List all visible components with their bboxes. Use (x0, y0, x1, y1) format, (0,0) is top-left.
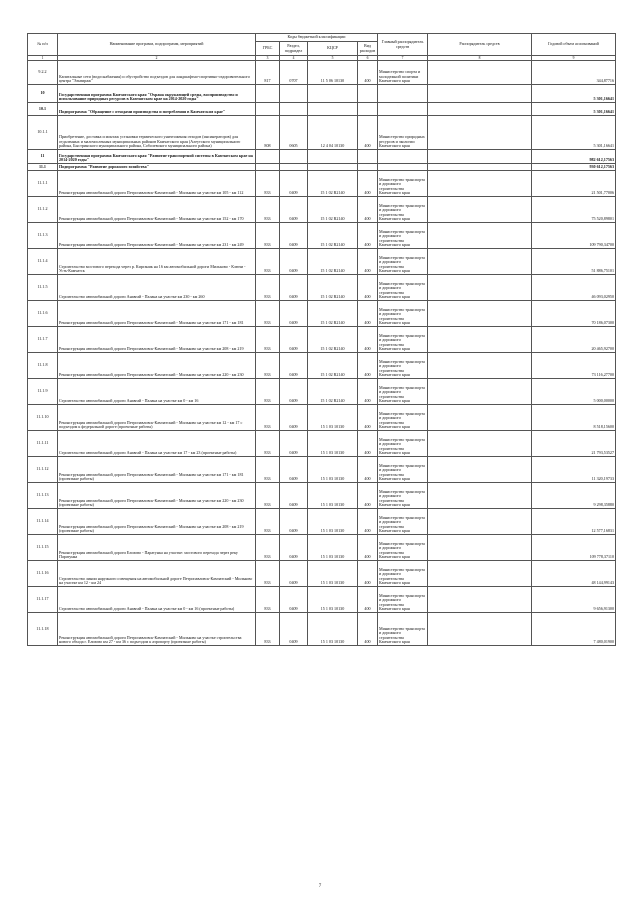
row-ksr: 15 1 03 10130 (308, 457, 358, 483)
row-ksr: 12 4 04 10130 (308, 116, 358, 150)
row-amount: 5 000,00000 (532, 379, 616, 405)
row-recipient (428, 150, 532, 164)
row-admin: Министерство транспорта и дорожного строительства Камчатского края (378, 379, 428, 405)
row-grbs: 833 (256, 613, 280, 646)
table-row (28, 509, 616, 535)
row-amount: 21 501,77006 (532, 171, 616, 197)
page-number: 7 (318, 884, 322, 889)
row-recipient (428, 483, 532, 509)
row-admin: Министерство транспорта и дорожного строительства Камчатского края (378, 613, 428, 646)
row-name: Государственная программа Камчатского края "Развитие транспортной системы в Камчатском крае на 2014-2020 годы" (58, 150, 256, 164)
row-name: Строительство мостового перехода через р. Кирганик на 16 км автомобильной дороги Мильково - Ключи - Усть-Камчатск (58, 249, 256, 275)
column-number: 6 (358, 56, 378, 61)
row-amount: 930 612,17563 (532, 164, 616, 171)
row-name: Реконструкция автомобильной дороги Петропавловск-Камчатский - Мильково на участке км 220 - км 230 (58, 353, 256, 379)
row-admin: Министерство транспорта и дорожного строительства Камчатского края (378, 171, 428, 197)
row-admin: Министерство транспорта и дорожного строительства Камчатского края (378, 327, 428, 353)
row-recipient (428, 223, 532, 249)
row-admin: Министерство природных ресурсов и экологии Камчатского края (378, 116, 428, 150)
row-ksr: 15 1 03 10130 (308, 431, 358, 457)
row-number: 11.1.10 (28, 405, 58, 431)
row-grbs: 833 (256, 509, 280, 535)
table-row (28, 483, 616, 509)
column-number: 8 (428, 56, 532, 61)
column-number: 7 (378, 56, 428, 61)
row-vr: 400 (358, 509, 378, 535)
row-vr: 400 (358, 613, 378, 646)
row-vr: 400 (358, 561, 378, 587)
row-grbs: 833 (256, 587, 280, 613)
row-grbs: 833 (256, 457, 280, 483)
row-recipient (428, 301, 532, 327)
row-number: 11.1.14 (28, 509, 58, 535)
row-name: Капитальные сети (водоснабжения) и обустройство подъездов для ландшафтно-спортивно-оздоровительного центра "Эльвираж" (58, 61, 256, 85)
row-name: Реконструкция автомобильной дороги Петропавловск-Камчатский - Мильково на участке км 208 - км 219 (58, 327, 256, 353)
row-admin: Министерство транспорта и дорожного строительства Камчатского края (378, 483, 428, 509)
row-ksr: 15 1 02 R2140 (308, 223, 358, 249)
row-ksr: 15 1 03 10130 (308, 483, 358, 509)
row-razdel: 0409 (280, 275, 308, 301)
row-vr (358, 103, 378, 116)
row-ksr (308, 103, 358, 116)
header-grbs: ГРБС (256, 42, 280, 56)
row-number: 11.1.6 (28, 301, 58, 327)
table-row (28, 379, 616, 405)
row-amount: 109 790,34700 (532, 223, 616, 249)
row-amount: 75 520,89801 (532, 197, 616, 223)
row-grbs: 833 (256, 535, 280, 561)
row-number: 11.1.13 (28, 483, 58, 509)
row-recipient (428, 561, 532, 587)
table-row (28, 561, 616, 587)
row-name: Реконструкция автомобильной дороги Петропавловск-Камчатский - Мильково на участке км 208 - км 219 (проектные работы) (58, 509, 256, 535)
row-grbs: 808 (256, 116, 280, 150)
row-razdel: 0409 (280, 587, 308, 613)
row-amount: 51 886,75101 (532, 249, 616, 275)
row-ksr: 15 1 02 R2140 (308, 327, 358, 353)
row-grbs: 833 (256, 249, 280, 275)
row-admin: Министерство транспорта и дорожного строительства Камчатского края (378, 353, 428, 379)
row-amount: 20 465,92700 (532, 327, 616, 353)
header-admin: Главный распорядитель средств (378, 34, 428, 56)
row-name: Реконструкция автомобильной дороги Петропавловск-Камчатский - Мильково на участке км 231 - км 249 (58, 223, 256, 249)
row-number: 11.1.18 (28, 613, 58, 646)
row-recipient (428, 164, 532, 171)
header-name: Наименование программ, подпрограмм, мероприятий (58, 34, 256, 56)
row-number: 11.1.11 (28, 431, 58, 457)
row-recipient (428, 171, 532, 197)
row-number: 11.1.16 (28, 561, 58, 587)
row-admin: Министерство транспорта и дорожного строительства Камчатского края (378, 405, 428, 431)
row-amount: 5 301,16641 (532, 85, 616, 103)
row-razdel: 0409 (280, 405, 308, 431)
row-name: Подпрограмма "Развитие дорожного хозяйства" (58, 164, 256, 171)
row-razdel (280, 150, 308, 164)
row-vr: 400 (358, 353, 378, 379)
row-grbs: 833 (256, 275, 280, 301)
row-recipient (428, 509, 532, 535)
row-number: 11.1.15 (28, 535, 58, 561)
row-ksr (308, 164, 358, 171)
row-amount: 11 320,19733 (532, 457, 616, 483)
row-number: 11.1.9 (28, 379, 58, 405)
row-razdel: 0409 (280, 561, 308, 587)
row-amount: 48 144,99143 (532, 561, 616, 587)
row-admin: Министерство транспорта и дорожного строительства Камчатского края (378, 301, 428, 327)
row-vr: 400 (358, 61, 378, 85)
row-recipient (428, 535, 532, 561)
row-admin: Министерство транспорта и дорожного строительства Камчатского края (378, 561, 428, 587)
row-razdel: 0409 (280, 301, 308, 327)
column-number: 9 (532, 56, 616, 61)
row-name: Приобретение, доставка и монтаж установки термического уничтожения отходов (инсинераторов) для отдаленных и малочисленных муниципальных районов Камчатского края (Алеутского муниципального района, Быстринского муниципального района, Соболевского муниципального района) (58, 116, 256, 150)
row-grbs: 833 (256, 197, 280, 223)
header-razdel: Раздел, подраздел (280, 42, 308, 56)
row-admin (378, 103, 428, 116)
row-vr: 400 (358, 275, 378, 301)
row-amount: 344,87716 (532, 61, 616, 85)
row-name: Строительство автомобильной дороги Анавгай - Палана на участке км 230 - км 260 (58, 275, 256, 301)
row-recipient (428, 431, 532, 457)
row-vr: 400 (358, 483, 378, 509)
row-razdel: 0707 (280, 61, 308, 85)
row-name: Реконструкция автомобильной дороги Петропавловск-Камчатский - Мильково на участке км 220 - км 230 (проектные работы) (58, 483, 256, 509)
row-amount: 7 480,01900 (532, 613, 616, 646)
row-recipient (428, 613, 532, 646)
header-number: № п/п (28, 34, 58, 56)
row-razdel: 0409 (280, 509, 308, 535)
table-row (28, 116, 616, 150)
row-name: Подпрограмма "Обращение с отходами производства и потребления в Камчатском крае" (58, 103, 256, 116)
table-row (28, 301, 616, 327)
row-ksr: 15 1 03 10130 (308, 561, 358, 587)
row-amount: 8 518,15600 (532, 405, 616, 431)
row-recipient (428, 61, 532, 85)
row-number: 11.1.3 (28, 223, 58, 249)
header-ksr: КЦСР (308, 42, 358, 56)
row-amount: 109 778,37110 (532, 535, 616, 561)
row-recipient (428, 275, 532, 301)
row-number: 11.1.5 (28, 275, 58, 301)
row-razdel: 0409 (280, 457, 308, 483)
row-ksr: 15 1 02 R2140 (308, 249, 358, 275)
row-name: Реконструкция автомобильной дороги Петропавловск-Камчатский - Мильково на участке км 171 - км 181 (проектные работы) (58, 457, 256, 483)
row-vr: 400 (358, 171, 378, 197)
column-number: 5 (308, 56, 358, 61)
row-razdel: 0409 (280, 431, 308, 457)
row-name: Реконструкция автомобильной дороги Петропавловск-Камчатский - Мильково на участке км 152 - км 170 (58, 197, 256, 223)
header-codes-group: Коды бюджетной классификации (256, 34, 378, 42)
row-grbs: 833 (256, 327, 280, 353)
row-grbs: 833 (256, 353, 280, 379)
row-admin: Министерство транспорта и дорожного строительства Камчатского края (378, 275, 428, 301)
table-row (28, 457, 616, 483)
row-grbs (256, 164, 280, 171)
row-number: 10.1 (28, 103, 58, 116)
row-number: 11.1.12 (28, 457, 58, 483)
row-vr (358, 85, 378, 103)
row-admin (378, 150, 428, 164)
row-recipient (428, 353, 532, 379)
table-row (28, 327, 616, 353)
row-recipient (428, 327, 532, 353)
row-amount: 5 301,16641 (532, 103, 616, 116)
column-number: 4 (280, 56, 308, 61)
row-grbs: 833 (256, 301, 280, 327)
row-name: Реконструкция автомобильной дороги Елизово - Паратунка на участке: мостового перехода через реку Паратунка (58, 535, 256, 561)
row-vr: 400 (358, 249, 378, 275)
table-row (28, 613, 616, 646)
row-grbs (256, 103, 280, 116)
header-vr: Вид расходов (358, 42, 378, 56)
row-amount: 12 577,16831 (532, 509, 616, 535)
table-row (28, 150, 616, 164)
row-razdel: 0409 (280, 353, 308, 379)
table-row (28, 405, 616, 431)
row-grbs (256, 85, 280, 103)
row-grbs: 833 (256, 561, 280, 587)
row-number: 11.1 (28, 164, 58, 171)
row-ksr: 15 1 02 R2140 (308, 301, 358, 327)
row-amount: 982 612,17563 (532, 150, 616, 164)
row-ksr: 15 1 02 R2140 (308, 171, 358, 197)
header-amount: Годовой объем ассигнований (532, 34, 616, 56)
row-admin: Министерство транспорта и дорожного строительства Камчатского края (378, 223, 428, 249)
row-name: Реконструкция автомобильной дороги Петропавловск-Камчатский - Мильково на участке км 105 - км 112 (58, 171, 256, 197)
row-number: 11.1.4 (28, 249, 58, 275)
row-admin: Министерство транспорта и дорожного строительства Камчатского края (378, 431, 428, 457)
row-razdel: 0409 (280, 327, 308, 353)
row-ksr: 15 1 03 10130 (308, 587, 358, 613)
row-admin: Министерство транспорта и дорожного строительства Камчатского края (378, 197, 428, 223)
row-name: Строительство автомобильной дороги Анавгай - Палана на участке км 0 - км 16 (проектные работы) (58, 587, 256, 613)
row-amount: 5 301,16641 (532, 116, 616, 150)
row-grbs: 833 (256, 379, 280, 405)
budget-allocation-table (27, 33, 616, 646)
row-recipient (428, 197, 532, 223)
row-number: 11.1.7 (28, 327, 58, 353)
table-row (28, 171, 616, 197)
budget-table-sheet (27, 33, 615, 646)
row-amount: 9 656,91300 (532, 587, 616, 613)
row-number: 9.2.2 (28, 61, 58, 85)
row-vr: 400 (358, 405, 378, 431)
row-number: 11.1.8 (28, 353, 58, 379)
table-row (28, 275, 616, 301)
row-number: 11.1.2 (28, 197, 58, 223)
row-amount: 70 186,07300 (532, 301, 616, 327)
row-razdel (280, 164, 308, 171)
row-ksr: 15 1 02 R2140 (308, 197, 358, 223)
row-amount: 73 116,27700 (532, 353, 616, 379)
row-vr: 400 (358, 327, 378, 353)
row-name: Реконструкция автомобильной дороги Петропавловск-Камчатский - Мильково на участке строительства нового обхода г. Елизово км 27 - км 36 с подъездом к аэропорту (проектные работы) (58, 613, 256, 646)
row-grbs (256, 150, 280, 164)
row-name: Реконструкция автомобильной дороги Петропавловск-Камчатский - Мильково на участке км 171 - км 181 (58, 301, 256, 327)
row-vr: 400 (358, 301, 378, 327)
table-row (28, 61, 616, 85)
row-recipient (428, 103, 532, 116)
row-name: Строительство линии наружного освещения на автомобильной дороге Петропавловск-Камчатский - Мильково на участке км 12 - км 24 (58, 561, 256, 587)
row-razdel: 0409 (280, 379, 308, 405)
row-vr: 400 (358, 431, 378, 457)
table-row (28, 164, 616, 171)
row-ksr: 15 1 03 10130 (308, 613, 358, 646)
row-vr: 400 (358, 535, 378, 561)
row-name: Строительство автомобильной дороги Анавгай - Палана на участке км 17 - км 23 (проектные работы) (58, 431, 256, 457)
table-row (28, 535, 616, 561)
row-grbs: 833 (256, 223, 280, 249)
table-row (28, 353, 616, 379)
row-admin: Министерство транспорта и дорожного строительства Камчатского края (378, 249, 428, 275)
row-number: 10 (28, 85, 58, 103)
table-row (28, 431, 616, 457)
row-vr (358, 164, 378, 171)
row-name: Реконструкция автомобильной дороги Петропавловск-Камчатский - Мильково на участке км 12 - км 17 с подъездом к федеральной дороге (проектные работы) (58, 405, 256, 431)
table-row (28, 249, 616, 275)
table-row (28, 85, 616, 103)
row-admin: Министерство транспорта и дорожного строительства Камчатского края (378, 535, 428, 561)
row-grbs: 817 (256, 61, 280, 85)
table-body (28, 61, 616, 646)
row-admin: Министерство спорта и молодежной политики Камчатского края (378, 61, 428, 85)
row-ksr: 15 1 02 R2140 (308, 379, 358, 405)
row-ksr (308, 150, 358, 164)
row-number: 11.1.1 (28, 171, 58, 197)
row-admin: Министерство транспорта и дорожного строительства Камчатского края (378, 587, 428, 613)
row-ksr: 15 1 03 10130 (308, 509, 358, 535)
table-row (28, 223, 616, 249)
table-row (28, 587, 616, 613)
row-vr: 400 (358, 457, 378, 483)
table-row (28, 103, 616, 116)
row-admin (378, 85, 428, 103)
row-razdel: 0409 (280, 197, 308, 223)
row-razdel: 0409 (280, 483, 308, 509)
row-ksr: 15 1 02 R2140 (308, 353, 358, 379)
row-number: 11.1.17 (28, 587, 58, 613)
row-vr (358, 150, 378, 164)
row-razdel: 0409 (280, 249, 308, 275)
row-razdel (280, 103, 308, 116)
row-number: 10.1.1 (28, 116, 58, 150)
row-ksr (308, 85, 358, 103)
header-recipient: Распорядитель средств (428, 34, 532, 56)
row-vr: 400 (358, 116, 378, 150)
row-grbs: 833 (256, 405, 280, 431)
row-razdel: 0409 (280, 223, 308, 249)
row-recipient (428, 85, 532, 103)
row-name: Государственная программа Камчатского края "Охрана окружающей среды, воспроизводство и использование природных ресурсов в Камчатском крае на 2014-2020 годы" (58, 85, 256, 103)
row-vr: 400 (358, 379, 378, 405)
row-recipient (428, 379, 532, 405)
row-recipient (428, 457, 532, 483)
row-vr: 400 (358, 223, 378, 249)
row-ksr: 15 1 03 10130 (308, 535, 358, 561)
column-number: 1 (28, 56, 58, 61)
row-recipient (428, 587, 532, 613)
row-grbs: 833 (256, 483, 280, 509)
row-recipient (428, 249, 532, 275)
column-number: 3 (256, 56, 280, 61)
row-admin: Министерство транспорта и дорожного строительства Камчатского края (378, 509, 428, 535)
row-name: Строительство автомобильной дороги Анавгай - Палана на участке км 0 - км 16 (58, 379, 256, 405)
row-razdel: 0605 (280, 116, 308, 150)
row-razdel: 0409 (280, 613, 308, 646)
row-recipient (428, 405, 532, 431)
row-admin: Министерство транспорта и дорожного строительства Камчатского края (378, 457, 428, 483)
row-ksr: 15 1 03 10130 (308, 405, 358, 431)
row-number: 11 (28, 150, 58, 164)
row-razdel (280, 85, 308, 103)
row-razdel: 0409 (280, 535, 308, 561)
row-grbs: 833 (256, 431, 280, 457)
row-admin (378, 164, 428, 171)
row-razdel: 0409 (280, 171, 308, 197)
column-number: 2 (58, 56, 256, 61)
row-ksr: 11 5 06 10130 (308, 61, 358, 85)
row-amount: 21 793,53527 (532, 431, 616, 457)
row-ksr: 15 1 02 R2140 (308, 275, 358, 301)
table-row (28, 197, 616, 223)
row-recipient (428, 116, 532, 150)
row-grbs: 833 (256, 171, 280, 197)
row-vr: 400 (358, 587, 378, 613)
row-amount: 46 093,02950 (532, 275, 616, 301)
row-amount: 9 298,35880 (532, 483, 616, 509)
row-vr: 400 (358, 197, 378, 223)
